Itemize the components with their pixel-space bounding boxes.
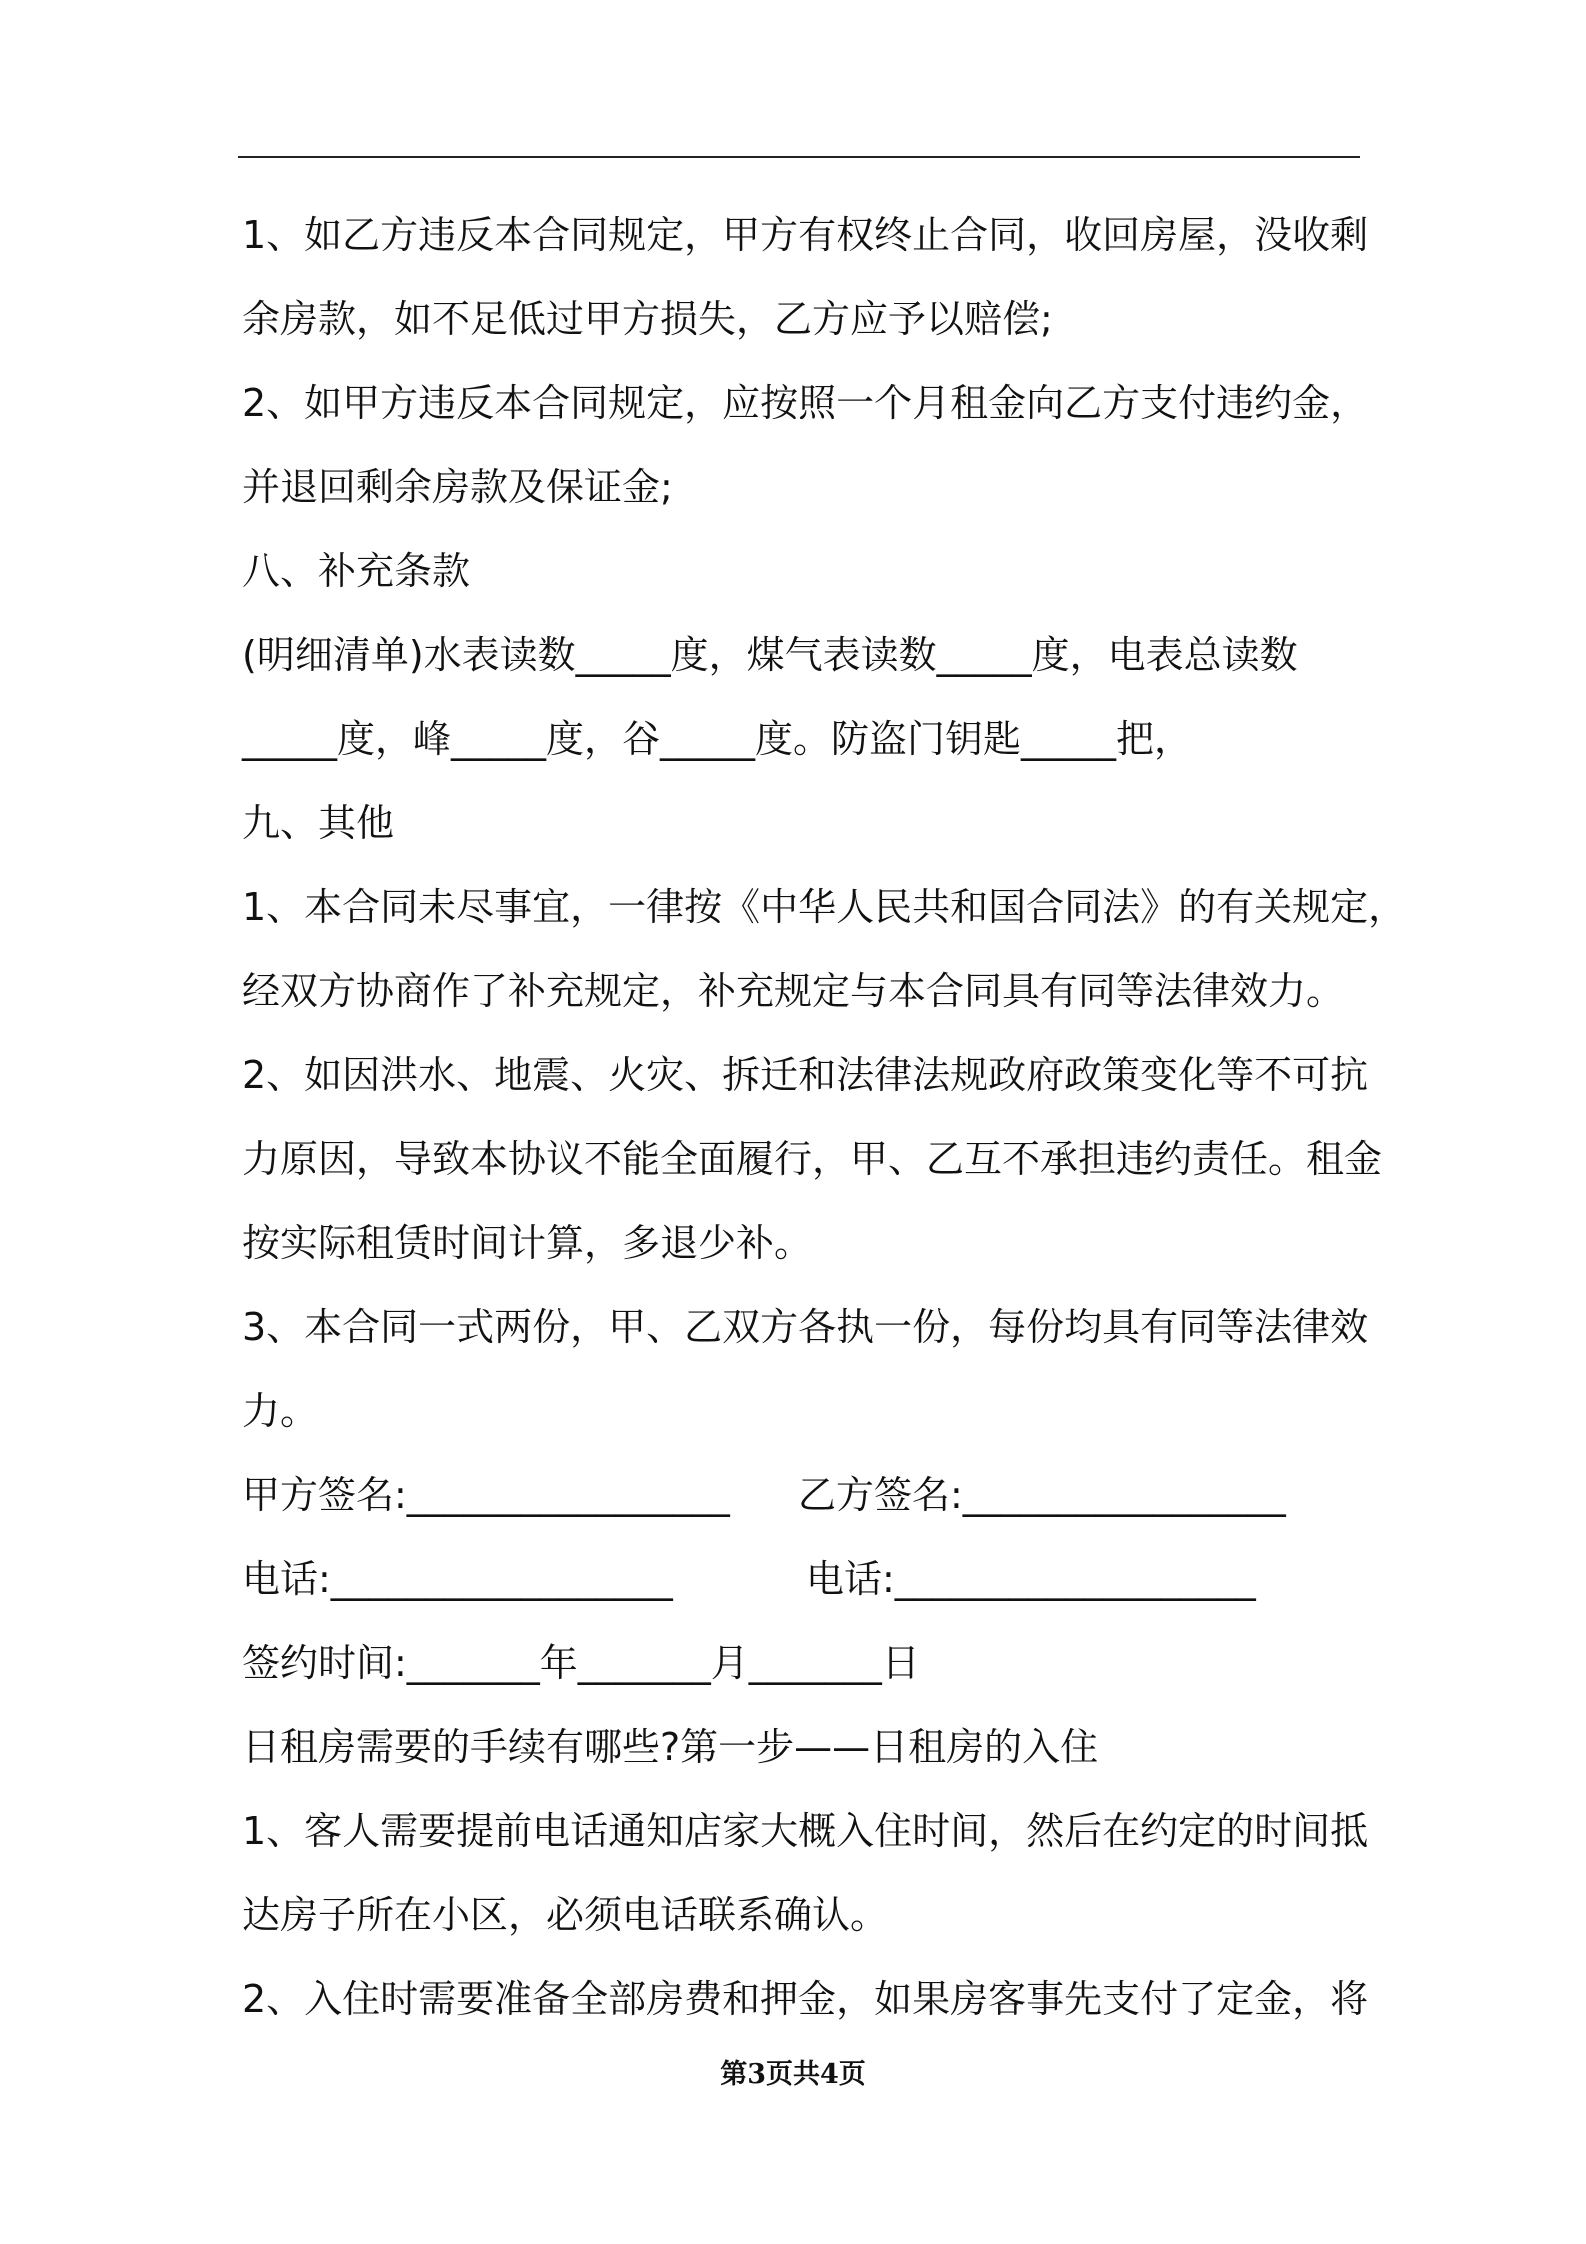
section-heading: 八、补充条款	[242, 549, 471, 593]
paragraph-line: 并退回剩余房款及保证金;	[242, 465, 673, 509]
paragraph-line: 2、入住时需要准备全部房费和押金，如果房客事先支付了定金，将	[242, 1977, 1369, 2021]
paragraph-line: (明细清单)水表读数_____度，煤气表读数_____度，电表总读数	[242, 633, 1298, 677]
paragraph-line: 按实际租赁时间计算，多退少补。	[242, 1221, 813, 1265]
party-b-signature: 乙方签名:_________________	[798, 1473, 1286, 1517]
paragraph-line: 力。	[242, 1389, 319, 1433]
header-rule	[238, 156, 1360, 158]
document-body	[242, 193, 1407, 2041]
party-b-phone: 电话:___________________	[806, 1557, 1256, 1601]
paragraph-line: _____度，峰_____度，谷_____度。防盗门钥匙_____把，	[242, 717, 1193, 761]
party-a-phone: 电话:__________________	[242, 1557, 673, 1601]
party-a-signature: 甲方签名:_________________	[242, 1473, 730, 1517]
paragraph-line: 经双方协商作了补充规定，补充规定与本合同具有同等法律效力。	[242, 969, 1345, 1013]
sign-date: 签约时间:_______年_______月_______日	[242, 1641, 920, 1685]
paragraph-line: 力原因，导致本协议不能全面履行，甲、乙互不承担违约责任。租金	[242, 1137, 1383, 1181]
paragraph-line: 1、本合同未尽事宜，一律按《中华人民共和国合同法》的有关规定，	[242, 885, 1407, 929]
paragraph-line: 2、如甲方违反本合同规定，应按照一个月租金向乙方支付违约金，	[242, 381, 1369, 425]
paragraph-line: 余房款，如不足低过甲方损失，乙方应予以赔偿;	[242, 297, 1053, 341]
page-number: 第3页共4页	[720, 2059, 866, 2090]
paragraph-line: 达房子所在小区，必须电话联系确认。	[242, 1893, 889, 1937]
paragraph-line: 3、本合同一式两份，甲、乙双方各执一份，每份均具有同等法律效	[242, 1305, 1369, 1349]
section-heading: 九、其他	[242, 801, 395, 845]
signature-row	[242, 1453, 1392, 1537]
section-heading: 日租房需要的手续有哪些?第一步——日租房的入住	[242, 1725, 1099, 1769]
paragraph-line: 1、客人需要提前电话通知店家大概入住时间，然后在约定的时间抵	[242, 1809, 1369, 1853]
paragraph-line: 1、如乙方违反本合同规定，甲方有权终止合同，收回房屋，没收剩	[242, 213, 1369, 257]
paragraph-line: 2、如因洪水、地震、火灾、拆迁和法律法规政府政策变化等不可抗	[242, 1053, 1369, 1097]
phone-row	[242, 1537, 1392, 1621]
